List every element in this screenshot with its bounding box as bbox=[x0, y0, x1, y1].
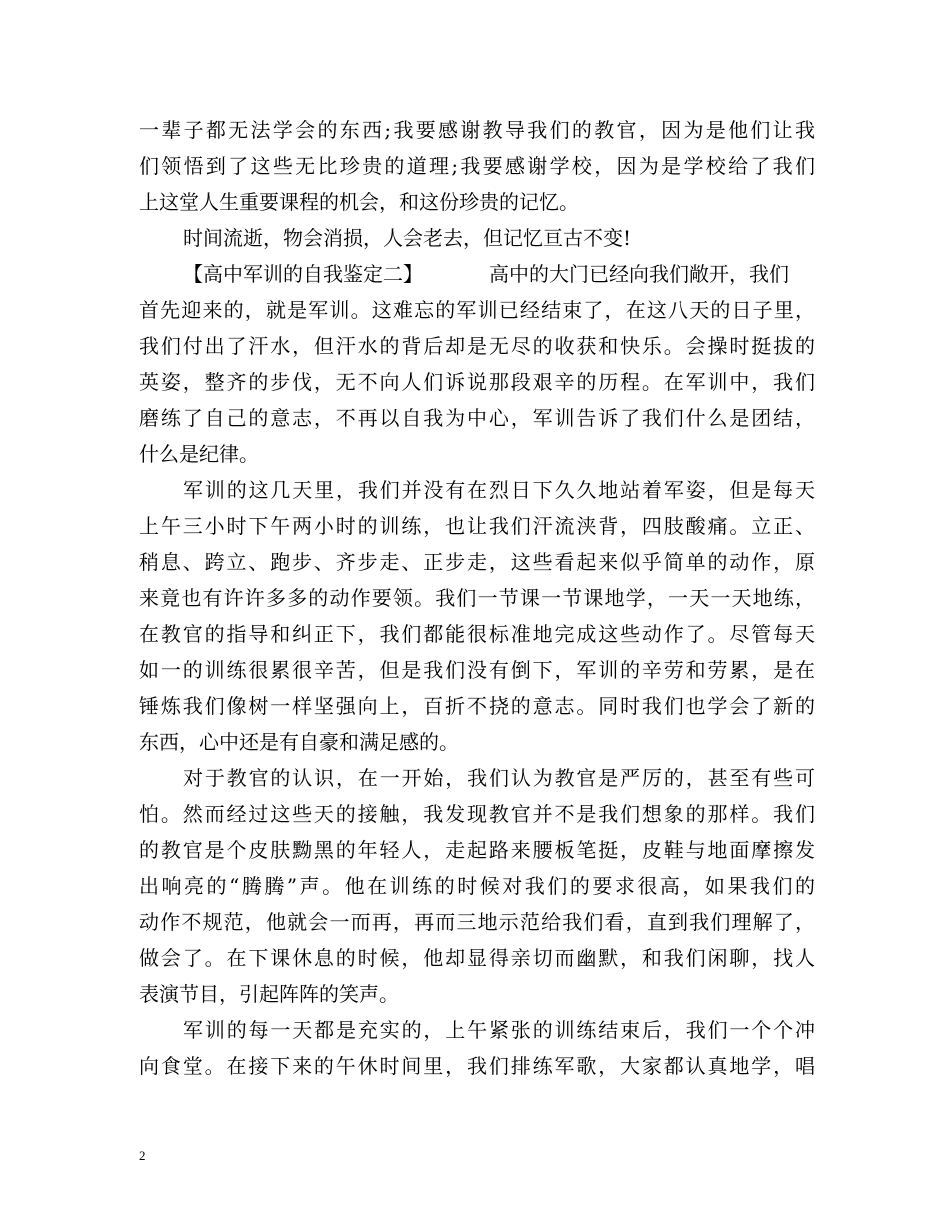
text-line: 东西，心中还是有自豪和满足感的。 bbox=[139, 730, 459, 754]
text-line bbox=[139, 256, 815, 292]
text-run: 高中的大门已经向我们敞开，我们 bbox=[489, 262, 789, 286]
text-line: 上这堂人生重要课程的机会，和这份珍贵的记忆。 bbox=[139, 190, 579, 214]
text-line: 上午三小时下午两小时的训练，也让我们汗流浃背，四肢酸痛。立正、 bbox=[139, 514, 815, 538]
paragraph-1 bbox=[139, 112, 815, 220]
text-line: 军训的每一天都是充实的，上午紧张的训练结束后，我们一个个冲 bbox=[183, 1018, 815, 1042]
text-line: 时间流逝，物会消损，人会老去，但记忆亘古不变! bbox=[183, 226, 632, 250]
paragraph-4 bbox=[139, 472, 815, 760]
text-line: 军训的这几天里，我们并没有在烈日下久久地站着军姿，但是每天 bbox=[183, 478, 815, 502]
paragraph-5 bbox=[139, 760, 815, 1012]
text-line: 来竟也有许许多多的动作要领。我们一节课一节课地学，一天一天地练， bbox=[139, 586, 815, 610]
document-body bbox=[139, 112, 815, 1084]
text-line: 什么是纪律。 bbox=[139, 442, 259, 466]
text-line: 如一的训练很累很辛苦，但是我们没有倒下，军训的辛劳和劳累，是在 bbox=[139, 658, 815, 682]
text-line: 动作不规范，他就会一而再，再而三地示范给我们看，直到我们理解了， bbox=[139, 910, 815, 934]
text-line: 英姿，整齐的步伐，无不向人们诉说那段艰辛的历程。在军训中，我们 bbox=[139, 370, 815, 394]
text-line: 稍息、跨立、跑步、齐步走、正步走，这些看起来似乎简单的动作，原 bbox=[139, 550, 815, 574]
page-number: 2 bbox=[139, 1148, 146, 1163]
paragraph-2 bbox=[139, 220, 815, 256]
text-line: 表演节目，引起阵阵的笑声。 bbox=[139, 982, 399, 1006]
text-line: 一辈子都无法学会的东西;我要感谢教导我们的教官，因为是他们让我 bbox=[139, 118, 815, 142]
text-line: 们领悟到了这些无比珍贵的道理;我要感谢学校，因为是学校给了我们 bbox=[139, 154, 815, 178]
section-heading: 【高中军训的自我鉴定二】 bbox=[183, 262, 423, 286]
text-line: 在教官的指导和纠正下，我们都能很标准地完成这些动作了。尽管每天 bbox=[139, 622, 815, 646]
text-line: 的教官是个皮肤黝黑的年轻人，走起路来腰板笔挺，皮鞋与地面摩擦发 bbox=[139, 838, 815, 862]
text-line: 磨练了自己的意志，不再以自我为中心，军训告诉了我们什么是团结， bbox=[139, 406, 815, 430]
text-line: 我们付出了汗水，但汗水的背后却是无尽的收获和快乐。会操时挺拔的 bbox=[139, 334, 815, 358]
text-line: 做会了。在下课休息的时候，他却显得亲切而幽默，和我们闲聊，找人 bbox=[139, 946, 815, 970]
text-line: 锤炼我们像树一样坚强向上，百折不挠的意志。同时我们也学会了新的 bbox=[139, 694, 815, 718]
text-line: 出响亮的“腾腾”声。他在训练的时候对我们的要求很高，如果我们的 bbox=[139, 874, 815, 898]
paragraph-3 bbox=[139, 256, 815, 472]
text-line: 首先迎来的，就是军训。这难忘的军训已经结束了，在这八天的日子里， bbox=[139, 298, 815, 322]
paragraph-6 bbox=[139, 1012, 815, 1084]
text-line: 向食堂。在接下来的午休时间里，我们排练军歌，大家都认真地学，唱 bbox=[139, 1054, 815, 1078]
text-line: 怕。然而经过这些天的接触，我发现教官并不是我们想象的那样。我们 bbox=[139, 802, 815, 826]
text-line: 对于教官的认识，在一开始，我们认为教官是严厉的，甚至有些可 bbox=[183, 766, 815, 790]
